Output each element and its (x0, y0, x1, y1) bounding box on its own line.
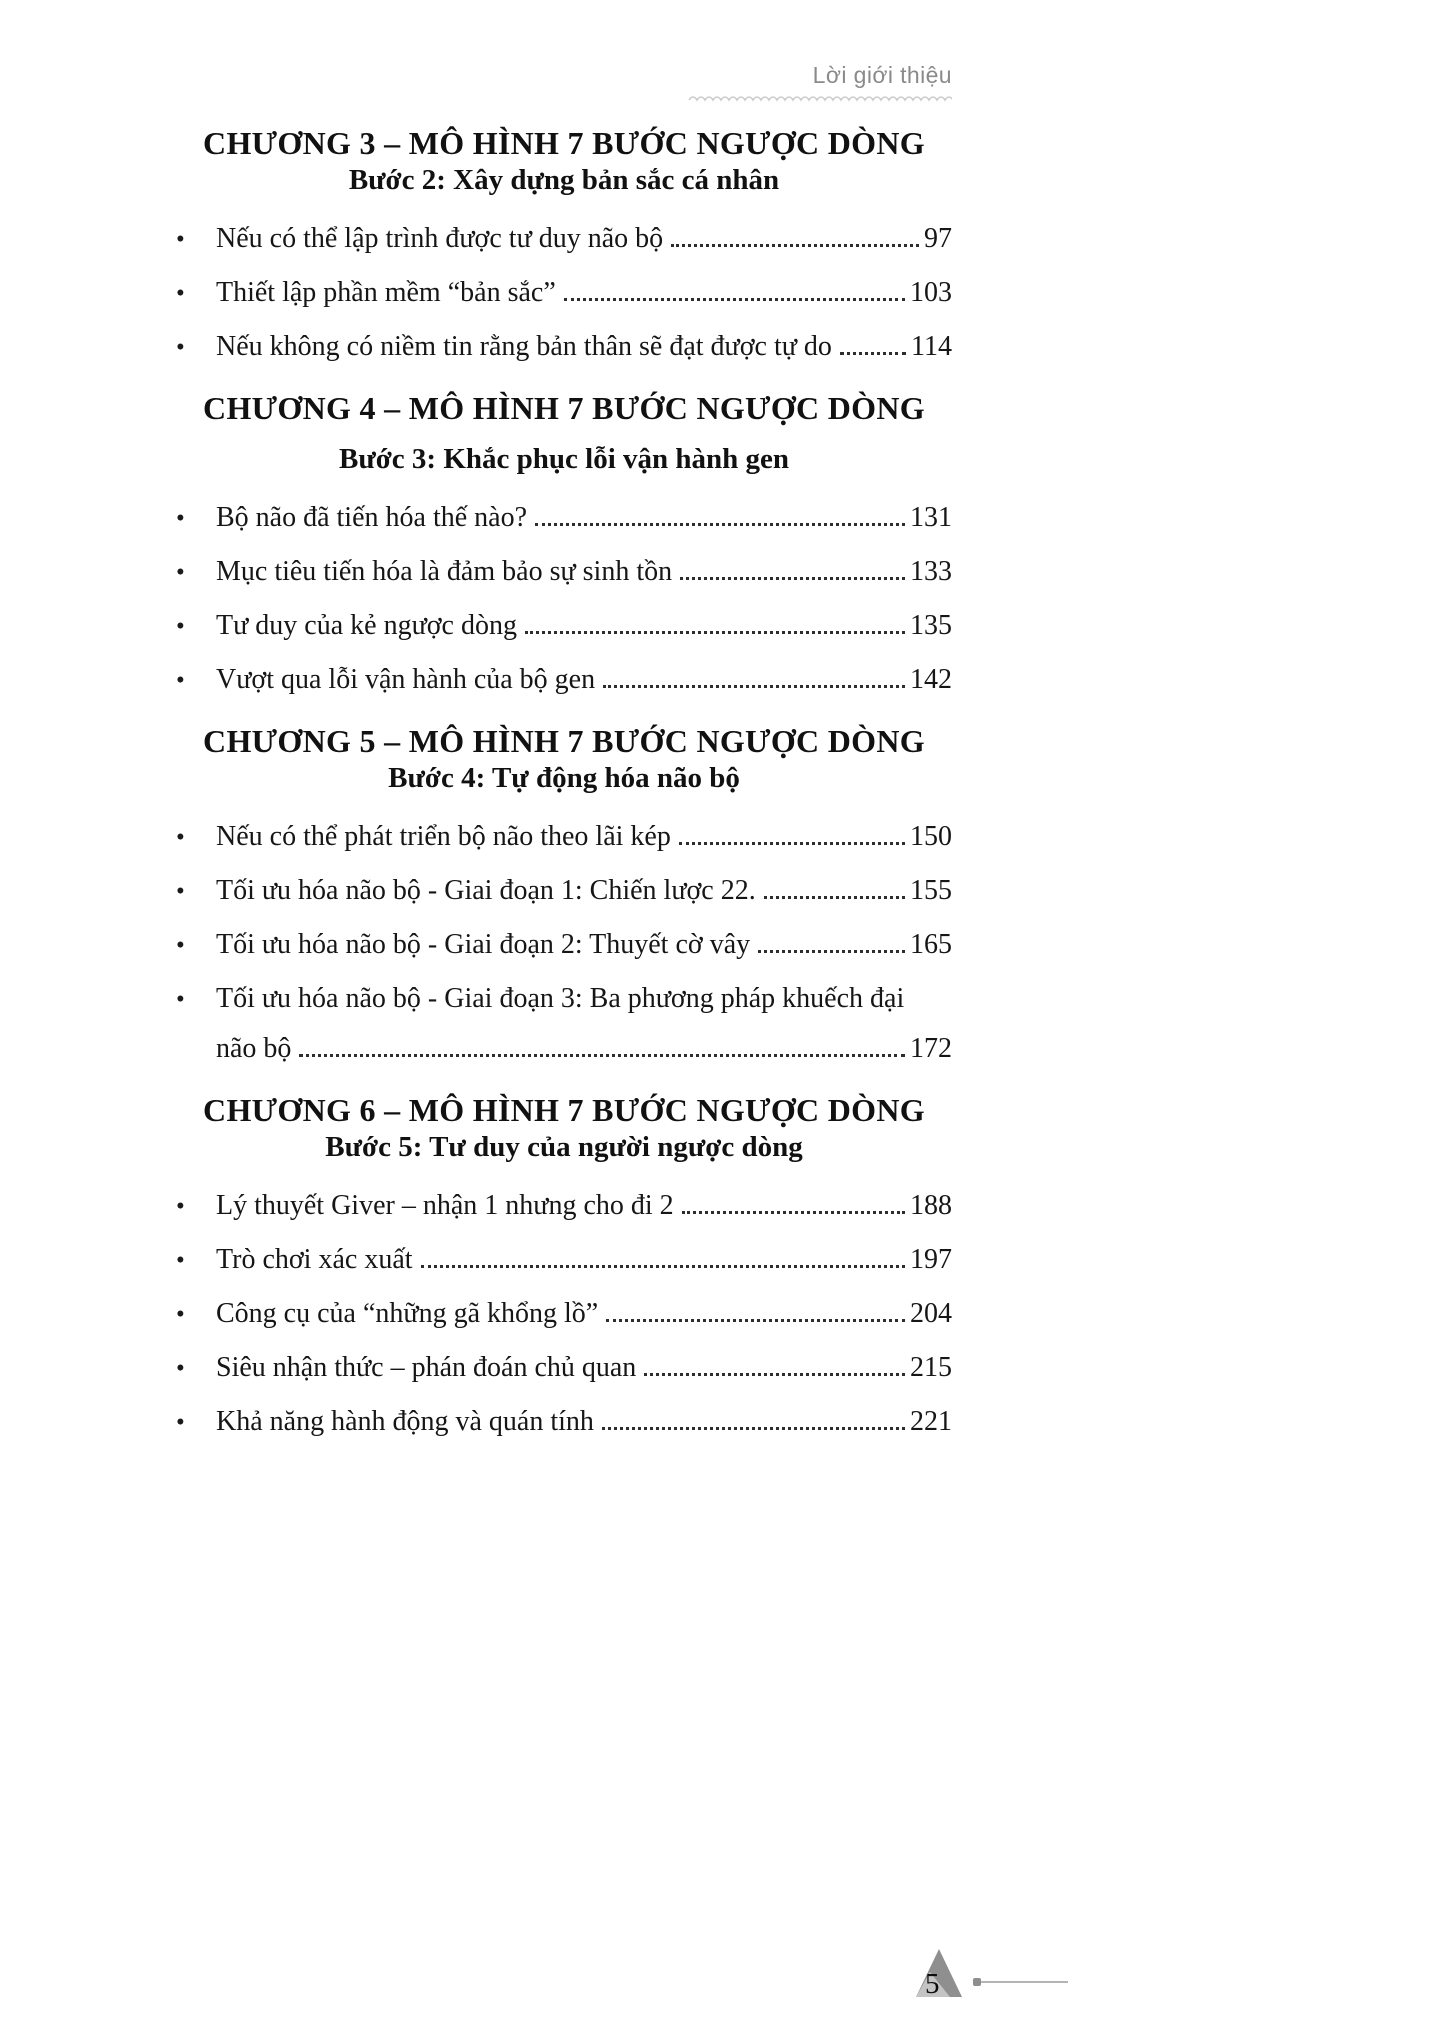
toc-entry (176, 275, 952, 312)
chapter-title: CHƯƠNG 3 – MÔ HÌNH 7 BƯỚC NGƯỢC DÒNG (203, 125, 925, 161)
entry-title: Vượt qua lỗi vận hành của bộ gen (216, 664, 596, 695)
entry-page-number: 103 (910, 277, 952, 308)
dot-leader (603, 685, 905, 688)
page-footer (916, 1948, 1068, 1998)
dot-leader (764, 896, 905, 899)
dot-leader (682, 1211, 905, 1214)
bullet-icon: • (176, 878, 185, 905)
entry-title: Khả năng hành động và quán tính (216, 1406, 594, 1437)
toc-section (176, 390, 952, 699)
chapter-subtitle: Bước 4: Tự động hóa não bộ (388, 762, 740, 794)
toc-entry (176, 608, 952, 645)
entry-title: Nếu có thể lập trình được tư duy não bộ (216, 223, 664, 254)
entry-page-number: 215 (910, 1352, 952, 1383)
toc-entry (176, 1296, 952, 1333)
entry-title: Tối ưu hóa não bộ - Giai đoạn 1: Chiến lược 22. (216, 875, 756, 906)
toc-list (176, 500, 952, 699)
entry-title: não bộ (216, 1033, 292, 1064)
bullet-icon: • (176, 1355, 185, 1382)
bullet-icon: • (176, 613, 185, 640)
bullet-icon: • (176, 932, 185, 959)
bullet-icon: • (176, 280, 185, 307)
dot-leader (602, 1427, 905, 1430)
entry-page-number: 172 (910, 1033, 952, 1064)
wavy-underline-path (689, 97, 952, 100)
dot-leader (299, 1054, 905, 1057)
bullet-icon: • (176, 334, 185, 361)
entry-page-number: 155 (910, 875, 952, 906)
toc-entry (176, 500, 952, 537)
toc-entry (176, 1404, 952, 1441)
footer-rule (976, 1981, 1068, 1983)
toc-section (176, 125, 952, 366)
toc-entry (176, 819, 952, 856)
entry-page-number: 135 (910, 610, 952, 641)
dot-leader (535, 523, 905, 526)
wavy-underline (176, 92, 952, 103)
entry-title: Lý thuyết Giver – nhận 1 nhưng cho đi 2 (216, 1190, 674, 1221)
entry-title: Nếu có thể phát triển bộ não theo lãi kép (216, 821, 671, 852)
toc-entry (176, 1031, 952, 1068)
toc-entry (176, 1242, 952, 1279)
toc-entry (176, 329, 952, 366)
chapter-subtitle: Bước 2: Xây dựng bản sắc cá nhân (348, 164, 780, 196)
entry-title: Siêu nhận thức – phán đoán chủ quan (216, 1352, 637, 1383)
chapter-title: CHƯƠNG 4 – MÔ HÌNH 7 BƯỚC NGƯỢC DÒNG (203, 390, 925, 426)
dot-leader (564, 298, 905, 301)
toc-sections (176, 125, 952, 1441)
entry-title: Công cụ của “những gã khổng lồ” (216, 1298, 599, 1329)
entry-page-number: 165 (910, 929, 952, 960)
page-marker (916, 1948, 962, 1998)
entry-title: Tối ưu hóa não bộ - Giai đoạn 3: Ba phương pháp khuếch đại (216, 983, 905, 1014)
dot-leader (421, 1265, 905, 1268)
wavy-underline-svg (688, 92, 952, 103)
bullet-icon: • (176, 226, 185, 253)
dot-leader (606, 1319, 905, 1322)
toc-list (176, 1188, 952, 1441)
chapter-title: CHƯƠNG 5 – MÔ HÌNH 7 BƯỚC NGƯỢC DÒNG (203, 723, 925, 759)
entry-page-number: 197 (910, 1244, 952, 1275)
toc-entry (176, 981, 952, 1018)
dot-leader (671, 244, 919, 247)
entry-page-number: 204 (910, 1298, 952, 1329)
entry-page-number: 150 (910, 821, 952, 852)
entry-title: Tối ưu hóa não bộ - Giai đoạn 2: Thuyết cờ vây (216, 929, 751, 960)
toc-entry (176, 221, 952, 258)
bullet-icon: • (176, 1301, 185, 1328)
toc-entry (176, 1350, 952, 1387)
toc-entry (176, 873, 952, 910)
entry-page-number: 114 (911, 331, 952, 362)
bullet-icon: • (176, 1247, 185, 1274)
toc-list (176, 819, 952, 1068)
toc-entry (176, 662, 952, 699)
dot-leader (525, 631, 905, 634)
chapter-subtitle: Bước 5: Tư duy của người ngược dòng (325, 1131, 803, 1163)
entry-page-number: 188 (910, 1190, 952, 1221)
entry-page-number: 133 (910, 556, 952, 587)
entry-title: Thiết lập phần mềm “bản sắc” (216, 277, 556, 308)
bullet-icon: • (176, 559, 185, 586)
toc-section (176, 1092, 952, 1441)
chapter-subtitle: Bước 3: Khắc phục lỗi vận hành gen (338, 443, 790, 475)
dot-leader (644, 1373, 905, 1376)
entry-page-number: 142 (910, 664, 952, 695)
entry-title: Bộ não đã tiến hóa thế nào? (216, 502, 528, 533)
bullet-icon: • (176, 667, 185, 694)
entry-title: Trò chơi xác xuất (216, 1244, 413, 1275)
entry-title: Tư duy của kẻ ngược dòng (216, 610, 517, 641)
page-number: 5 (925, 1968, 940, 2000)
bullet-icon: • (176, 1193, 185, 1220)
dot-leader (679, 842, 905, 845)
bullet-icon: • (176, 505, 185, 532)
toc-list (176, 221, 952, 366)
entry-title: Mục tiêu tiến hóa là đảm bảo sự sinh tồn (216, 556, 673, 587)
entry-page-number: 131 (910, 502, 952, 533)
toc-entry (176, 554, 952, 591)
entry-page-number: 97 (924, 223, 952, 254)
dot-leader (680, 577, 905, 580)
rule-dot-icon (973, 1978, 981, 1986)
toc-content (176, 0, 952, 1458)
running-header (176, 62, 952, 103)
bullet-icon: • (176, 1409, 185, 1436)
entry-page-number: 221 (910, 1406, 952, 1437)
dot-leader (758, 950, 905, 953)
entry-title: Nếu không có niềm tin rằng bản thân sẽ đạt được tự do (216, 331, 832, 362)
toc-entry (176, 927, 952, 964)
bullet-icon: • (176, 986, 185, 1013)
dot-leader (840, 352, 906, 355)
toc-entry (176, 1188, 952, 1225)
running-header-label: Lời giới thiệu (812, 62, 952, 88)
chapter-title: CHƯƠNG 6 – MÔ HÌNH 7 BƯỚC NGƯỢC DÒNG (203, 1092, 925, 1128)
bullet-icon: • (176, 824, 185, 851)
toc-section (176, 723, 952, 1068)
